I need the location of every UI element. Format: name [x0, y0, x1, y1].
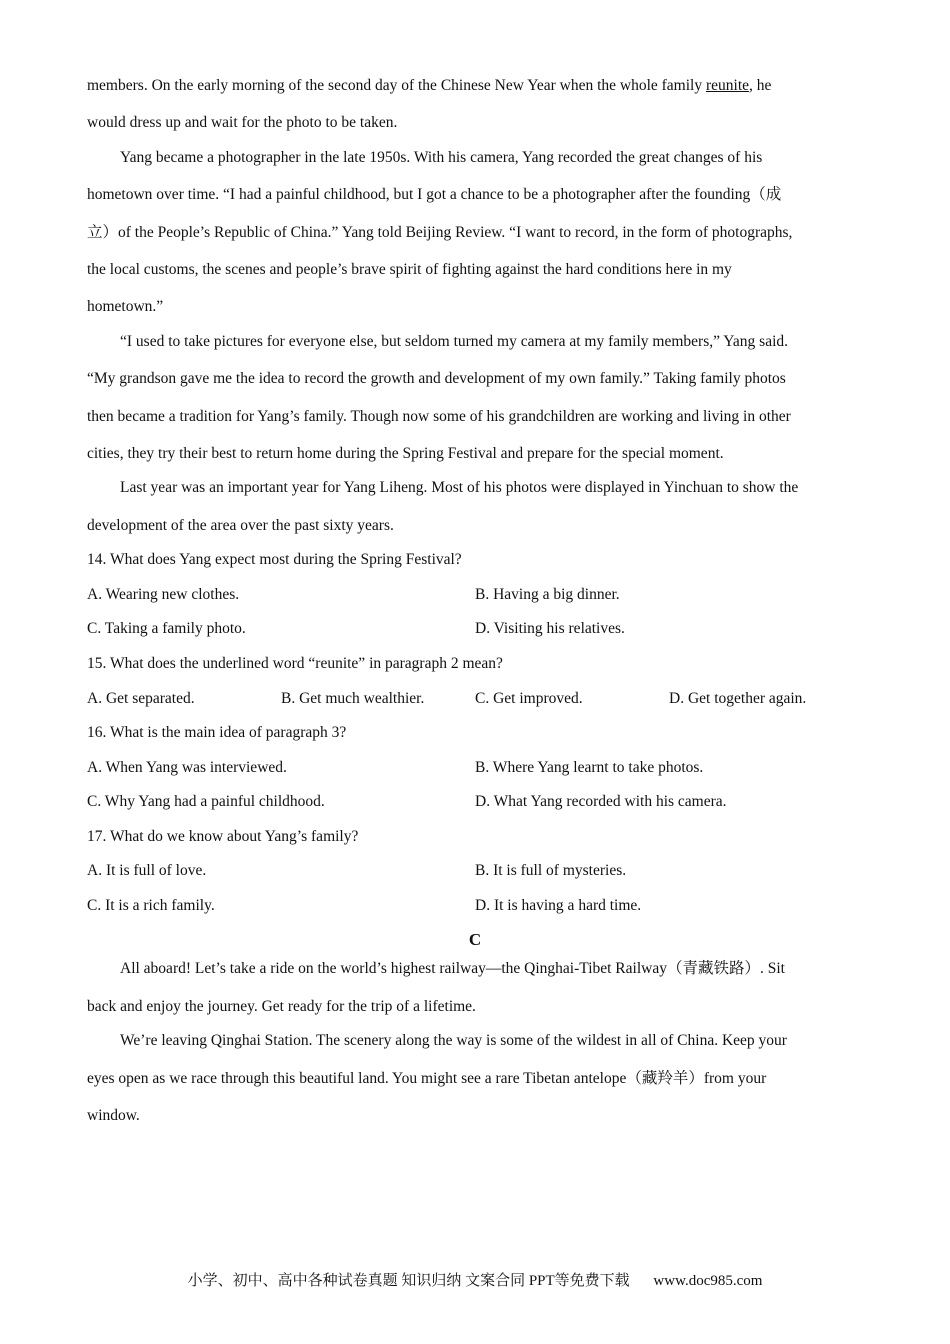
question-16-stem: 16. What is the main idea of paragraph 3?: [87, 724, 347, 741]
question-14-option-b: B. Having a big dinner.: [475, 586, 620, 603]
passage-b-p1-line2: would dress up and wait for the photo to be taken.: [87, 114, 398, 131]
passage-b-p1-line1: [87, 76, 771, 96]
question-17-stem: 17. What do we know about Yang’s family?: [87, 828, 359, 845]
question-16-option-c: C. Why Yang had a painful childhood.: [87, 793, 325, 810]
question-16-option-a: A. When Yang was interviewed.: [87, 759, 287, 776]
underlined-word-reunite: reunite: [705, 77, 750, 94]
passage-b-p4-line2: development of the area over the past sixty years.: [87, 517, 394, 534]
question-14-stem: 14. What does Yang expect most during the Spring Festival?: [87, 551, 462, 568]
question-15-option-d: D. Get together again.: [669, 690, 807, 707]
question-15-option-a: A. Get separated.: [87, 690, 195, 707]
passage-b-p4-line1: Last year was an important year for Yang Liheng. Most of his photos were displayed in Yinchuan to show the: [120, 479, 799, 496]
question-14-option-d: D. Visiting his relatives.: [475, 620, 625, 637]
passage-b-p2-line4: the local customs, the scenes and people’s brave spirit of fighting against the hard conditions here in my: [87, 261, 732, 278]
passage-c-p2-line1: We’re leaving Qinghai Station. The scenery along the way is some of the wildest in all of China. Keep your: [120, 1032, 787, 1049]
passage-b-p3-line4: cities, they try their best to return home during the Spring Festival and prepare for the special moment.: [87, 445, 724, 462]
question-15-option-b: B. Get much wealthier.: [281, 690, 425, 707]
footer-url-link[interactable]: www.doc985.com: [653, 1273, 763, 1289]
question-15-option-c: C. Get improved.: [475, 690, 583, 707]
question-16-option-b: B. Where Yang learnt to take photos.: [475, 759, 704, 776]
passage-c-p1-line1: All aboard! Let’s take a ride on the world’s highest railway—the Qinghai-Tibet Railway（青藏铁路）. Sit: [120, 960, 785, 977]
question-17-option-c: C. It is a rich family.: [87, 897, 215, 914]
question-17-option-d: D. It is having a hard time.: [475, 897, 642, 914]
passage-b-p2-line3: 立）of the People’s Republic of China.” Yang told Beijing Review. “I want to record, in the form of photographs,: [87, 224, 793, 241]
question-15-stem: 15. What does the underlined word “reunite” in paragraph 2 mean?: [87, 655, 503, 672]
passage-b-p2-line5: hometown.”: [87, 298, 164, 315]
passage-b-p3-line2: “My grandson gave me the idea to record the growth and development of my own family.” Taking family photos: [87, 370, 786, 387]
passage-c-p2-line2: eyes open as we race through this beautiful land. You might see a rare Tibetan antelope（藏羚羊）from your: [87, 1070, 767, 1087]
passage-b-p2-line1: Yang became a photographer in the late 1950s. With his camera, Yang recorded the great changes of his: [120, 149, 763, 166]
section-heading-c: C: [468, 930, 482, 949]
passage-c-p1-line2: back and enjoy the journey. Get ready for the trip of a lifetime.: [87, 998, 476, 1015]
question-17-option-a: A. It is full of love.: [87, 862, 207, 879]
question-14-option-a: A. Wearing new clothes.: [87, 586, 240, 603]
passage-b-p3-line3: then became a tradition for Yang’s family. Though now some of his grandchildren are working and living in other: [87, 408, 791, 425]
question-17-option-b: B. It is full of mysteries.: [475, 862, 627, 879]
passage-b-p2-line2: hometown over time. “I had a painful childhood, but I got a chance to be a photographer after the founding（成: [87, 186, 782, 203]
question-14-option-c: C. Taking a family photo.: [87, 620, 246, 637]
passage-c-p2-line3: window.: [87, 1107, 140, 1124]
footer-text: 小学、初中、高中各种试卷真题 知识归纳 文案合同 PPT等免费下载: [187, 1273, 630, 1289]
passage-b-p3-line1: “I used to take pictures for everyone else, but seldom turned my camera at my family members,” Yang said.: [120, 333, 789, 350]
text-run: , he: [749, 77, 772, 94]
page-footer: [0, 1269, 950, 1290]
text-run: members. On the early morning of the second day of the Chinese New Year when the whole family: [87, 77, 706, 94]
question-16-option-d: D. What Yang recorded with his camera.: [475, 793, 727, 810]
